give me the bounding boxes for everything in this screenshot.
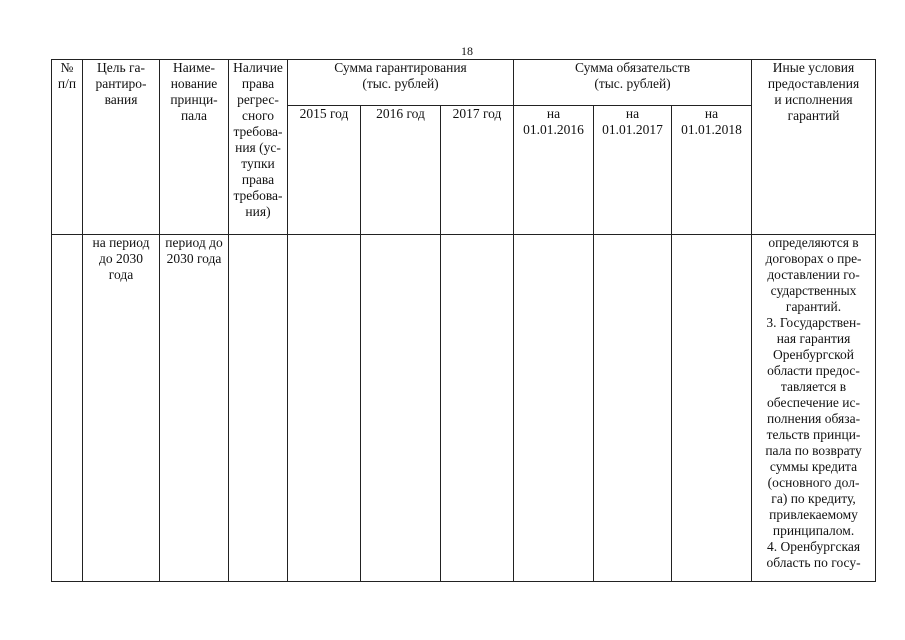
cell-2015	[288, 235, 361, 582]
guarantee-table	[51, 59, 876, 582]
header-num: № п/п	[52, 60, 83, 235]
cell-date-2018	[672, 235, 752, 582]
header-regress: Наличие права регрес- сного требова- ния (ус- тупки права требова- ния)	[229, 60, 288, 235]
cell-2016	[361, 235, 441, 582]
header-obligation-sum: Сумма обязательств (тыс. рублей)	[514, 60, 752, 106]
cell-date-2017	[594, 235, 672, 582]
header-year-2016: 2016 год	[361, 106, 441, 235]
cell-other-conditions: определяются в договорах о пре- доставлении го- сударственных гарантий. 3. Государствен- ная гарантия Оренбургской области предос- тавляется в обеспечение ис- полнения обяза- тельств принци- пала по возврату суммы кредита (основного дол- га) по кредиту, привлекаемому принципалом. 4. Оренбургская область по госу-	[752, 235, 876, 582]
cell-date-2016	[514, 235, 594, 582]
table-row	[52, 235, 876, 582]
header-other-conditions: Иные условия предоставления и исполнения гарантий	[752, 60, 876, 235]
header-year-2015: 2015 год	[288, 106, 361, 235]
cell-regress	[229, 235, 288, 582]
header-guarantee-sum: Сумма гарантирования (тыс. рублей)	[288, 60, 514, 106]
cell-goal: на период до 2030 года	[83, 235, 160, 582]
header-date-2017: на 01.01.2017	[594, 106, 672, 235]
page-number: 18	[461, 44, 473, 58]
cell-num	[52, 235, 83, 582]
cell-principal: период до 2030 года	[160, 235, 229, 582]
header-goal: Цель га- рантиро- вания	[83, 60, 160, 235]
cell-2017	[441, 235, 514, 582]
header-principal: Наиме- нование принци- пала	[160, 60, 229, 235]
header-date-2016: на 01.01.2016	[514, 106, 594, 235]
header-row	[52, 60, 876, 106]
header-date-2018: на 01.01.2018	[672, 106, 752, 235]
header-year-2017: 2017 год	[441, 106, 514, 235]
